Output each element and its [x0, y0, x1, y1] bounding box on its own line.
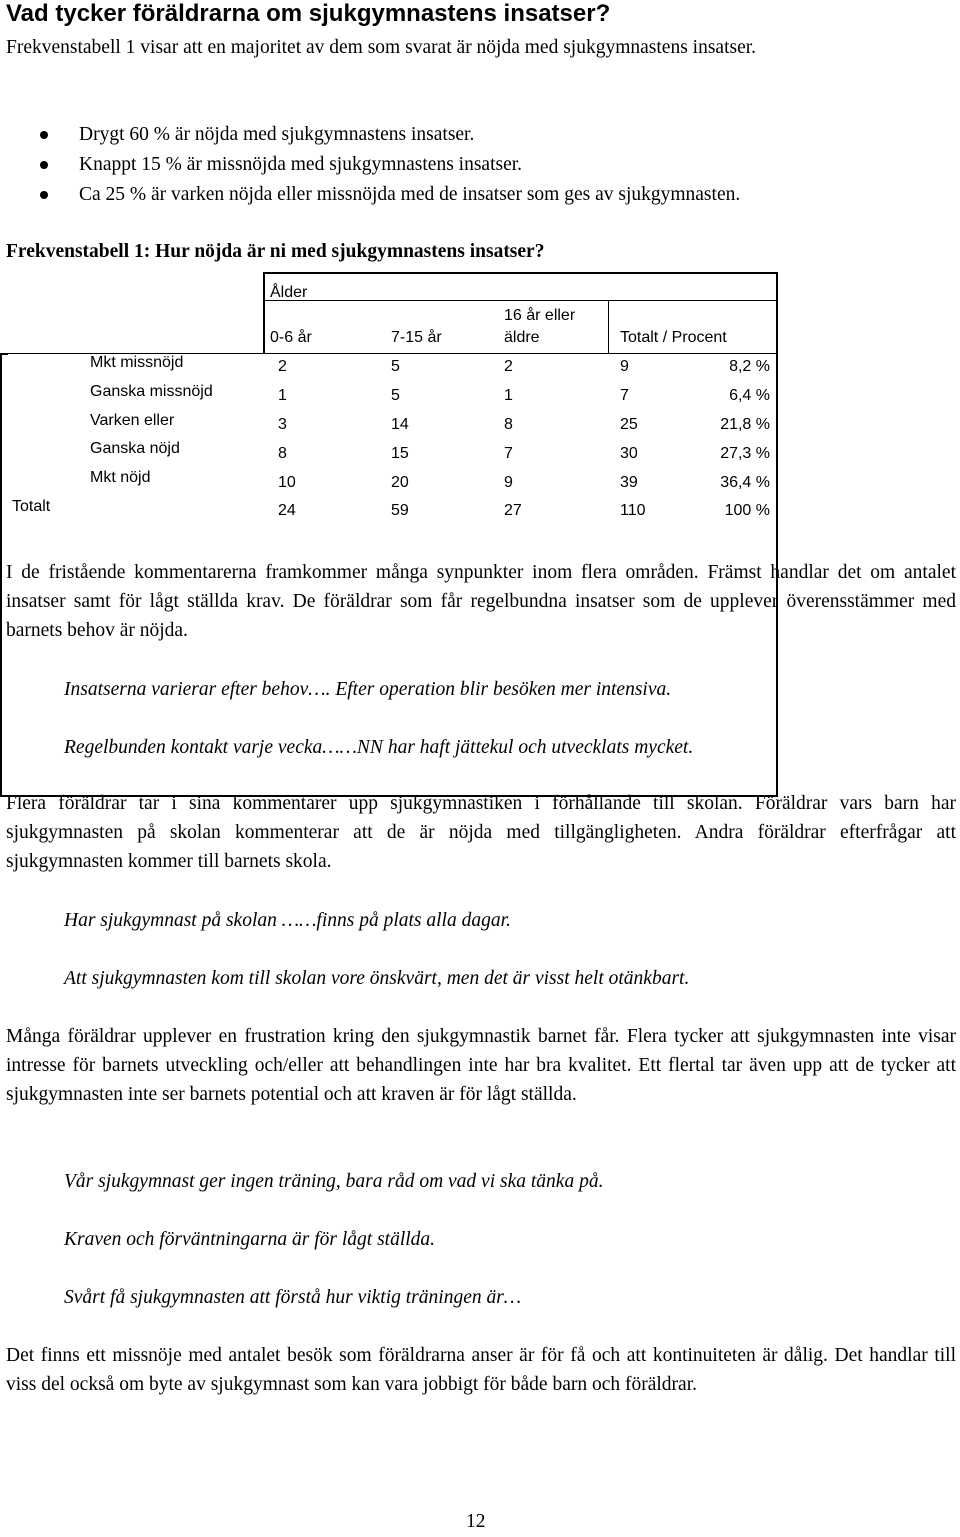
column-header-line: äldre: [504, 329, 540, 346]
table-border-right: [776, 272, 778, 797]
body-paragraph: I de fristående kommentarerna framkommer många synpunkter inom flera områden. Främst handlar det om antalet insatser samt för lågt ställda krav. De föräldrar som får regelbundna insatser som de upplever överensstämmer med barnets behov är nöjda.: [6, 562, 956, 641]
cell-value: 25: [620, 416, 638, 433]
intro-paragraph: Frekvenstabell 1 visar att en majoritet av dem som svarat är nöjda med sjukgymnastens insatser.: [6, 37, 757, 58]
cell-value: 8: [504, 416, 513, 433]
cell-percent: 6,4 %: [729, 387, 770, 404]
quote: Regelbunden kontakt varje vecka……NN har haft jättekul och utvecklats mycket.: [64, 737, 694, 758]
cell-value: 24: [278, 502, 296, 519]
bullet-icon: [40, 191, 48, 199]
quote: Att sjukgymnasten kom till skolan vore önskvärt, men det är visst helt otänkbart.: [64, 968, 690, 989]
table-group-header: Ålder: [270, 284, 308, 301]
quote: Vår sjukgymnast ger ingen träning, bara råd om vad vi ska tänka på.: [64, 1171, 604, 1192]
column-header-line: 16 år eller: [504, 307, 576, 324]
cell-value: 110: [620, 502, 646, 519]
body-paragraph: Flera föräldrar tar i sina kommentarer upp sjukgymnastiken i förhållande till skolan. Föräldrar vars barn har sjukgymnasten på skolan kommenterar att de är nöjda med tillgängligheten. Andra föräldrar efterfrågar att sjukgymnasten kommer till barnets skola.: [6, 793, 956, 872]
cell-percent: 36,4 %: [720, 474, 770, 491]
section-heading: Vad tycker föräldrarna om sjukgymnastens insatser?: [6, 0, 611, 27]
page-number: 12: [466, 1511, 486, 1532]
quote: Kraven och förväntningarna är för lågt ställda.: [64, 1229, 436, 1250]
quote: Svårt få sjukgymnasten att förstå hur viktig träningen är…: [64, 1287, 522, 1308]
cell-value: 39: [620, 474, 638, 491]
quote: Har sjukgymnast på skolan ……finns på plats alla dagar.: [64, 910, 511, 931]
body-paragraph: Det finns ett missnöje med antalet besök som föräldrarna anser är för få och att kontinuiteten är dålig. Det handlar till viss del också om byte av sjukgymnast som kan vara jobbigt för både barn och föräldrar.: [6, 1345, 956, 1395]
row-label: Ganska missnöjd: [90, 383, 213, 400]
cell-value: 15: [391, 445, 409, 462]
bullet-icon: [40, 131, 48, 139]
cell-value: 2: [504, 358, 513, 375]
quote: Insatserna varierar efter behov…. Efter operation blir besöken mer intensiva.: [64, 679, 672, 700]
cell-value: 59: [391, 502, 409, 519]
cell-value: 9: [620, 358, 629, 375]
cell-value: 20: [391, 474, 409, 491]
row-label: Varken eller: [90, 412, 175, 429]
row-label: Mkt missnöjd: [90, 354, 184, 371]
cell-value: 30: [620, 445, 638, 462]
cell-value: 14: [391, 416, 409, 433]
cell-value: 8: [278, 445, 287, 462]
column-header: Totalt / Procent: [620, 329, 727, 346]
table-rule-group-right: [608, 300, 778, 301]
cell-value: 2: [278, 358, 287, 375]
bullet-icon: [40, 161, 48, 169]
table-border-top: [263, 272, 778, 274]
row-label: Totalt: [12, 498, 51, 515]
table-rule-group: [263, 300, 608, 301]
row-label: Ganska nöjd: [90, 440, 180, 457]
cell-value: 7: [620, 387, 629, 404]
body-paragraph: Många föräldrar upplever en frustration kring den sjukgymnastik barnet får. Flera tycker att sjukgymnasten inte visar intresse för barnets utveckling och/eller att behandlingen inte har bra kvalitet. Ett flertal tar även upp att de tycker att sjukgymnasten inte ser barnets potential och att kraven är för lågt ställda.: [6, 1026, 956, 1105]
table-border-header-left: [263, 272, 265, 354]
cell-value: 10: [278, 474, 296, 491]
cell-percent: 100 %: [724, 502, 770, 519]
row-label: Mkt nöjd: [90, 469, 151, 486]
cell-value: 7: [504, 445, 513, 462]
column-header: 7-15 år: [391, 329, 442, 346]
cell-percent: 21,8 %: [720, 416, 770, 433]
table-divider-total: [608, 300, 609, 354]
cell-percent: 8,2 %: [729, 358, 770, 375]
cell-value: 9: [504, 474, 513, 491]
column-header: 0-6 år: [270, 329, 312, 346]
table-caption: Frekvenstabell 1: Hur nöjda är ni med sjukgymnastens insatser?: [6, 241, 545, 262]
cell-value: 27: [504, 502, 522, 519]
table-border-left: [0, 354, 2, 796]
document-page: Vad tycker föräldrarna om sjukgymnastens insatser? Frekvenstabell 1 visar att en majoritet av dem som svarat är nöjda med sjukgymnastens insatser. Drygt 60 % är nöjda med sjukgymnastens insatser. Knappt 15 % är missnöjda med sjukgymnastens insatser. Ca 25 % är varken nöjda eller missnöjda med de insatser som ges av sjukgymnasten. Frekvenstabell 1: Hur nöjda är ni med sjukgymnastens insatser? Ålder 0-6 år 7-15 år 16 år eller äldre Totalt / Procent Mkt missnöjd 2 5 2 9 8,2 % Ganska missnöjd 1 5 1 7 6,4 % Varken eller 3 14 8 25 21,8 % Ganska nöjd 8 15 7 30 27,3 % Mkt nöjd 10 20 9 39 36,4 % Totalt 24 59 27 110 100 % I de fristående kommentarerna framkommer många synpunkter inom flera områden. Främst handlar det om antalet insatser samt för lågt ställda krav. De föräldrar som får regelbundna insatser som de upplever överensstämmer med barnets behov är nöjda. Insatserna varierar efter behov…. Efter operation blir besöken mer intensiva. Regelbunden kontakt varje vecka……NN har haft jättekul och utvecklats mycket. Flera föräldrar tar i sina kommentarer upp sjukgymnastiken i förhållande till skolan. Föräldrar vars barn har sjukgymnasten på skolan kommenterar att de är nöjda med tillgängligheten. Andra föräldrar efterfrågar att sjukgymnasten kommer till barnets skola. Har sjukgymnast på skolan ……finns på plats alla dagar. Att sjukgymnasten kom till skolan vore önskvärt, men det är visst helt otänkbart. Många föräldrar upplever en frustration kring den sjukgymnastik barnet får. Flera tycker att sjukgymnasten inte visar intresse för barnets utveckling och/eller att behandlingen inte har bra kvalitet. Ett flertal tar även upp att de tycker att sjukgymnasten inte ser barnets potential och att kraven är för lågt ställda. Vår sjukgymnast ger ingen träning, bara råd om vad vi ska tänka på. Kraven och förväntningarna är för lågt ställda. Svårt få sjukgymnasten att förstå hur viktig träningen är… Det finns ett missnöje med antalet besök som föräldrarna anser är för få och att kontinuiteten är dålig. Det handlar till viss del också om byte av sjukgymnast som kan vara jobbigt för både barn och föräldrar. 12: [0, 0, 960, 1537]
cell-percent: 27,3 %: [720, 445, 770, 462]
cell-value: 1: [278, 387, 287, 404]
cell-value: 5: [391, 358, 400, 375]
cell-value: 3: [278, 416, 287, 433]
cell-value: 5: [391, 387, 400, 404]
frequency-table: [0, 270, 960, 530]
cell-value: 1: [504, 387, 513, 404]
